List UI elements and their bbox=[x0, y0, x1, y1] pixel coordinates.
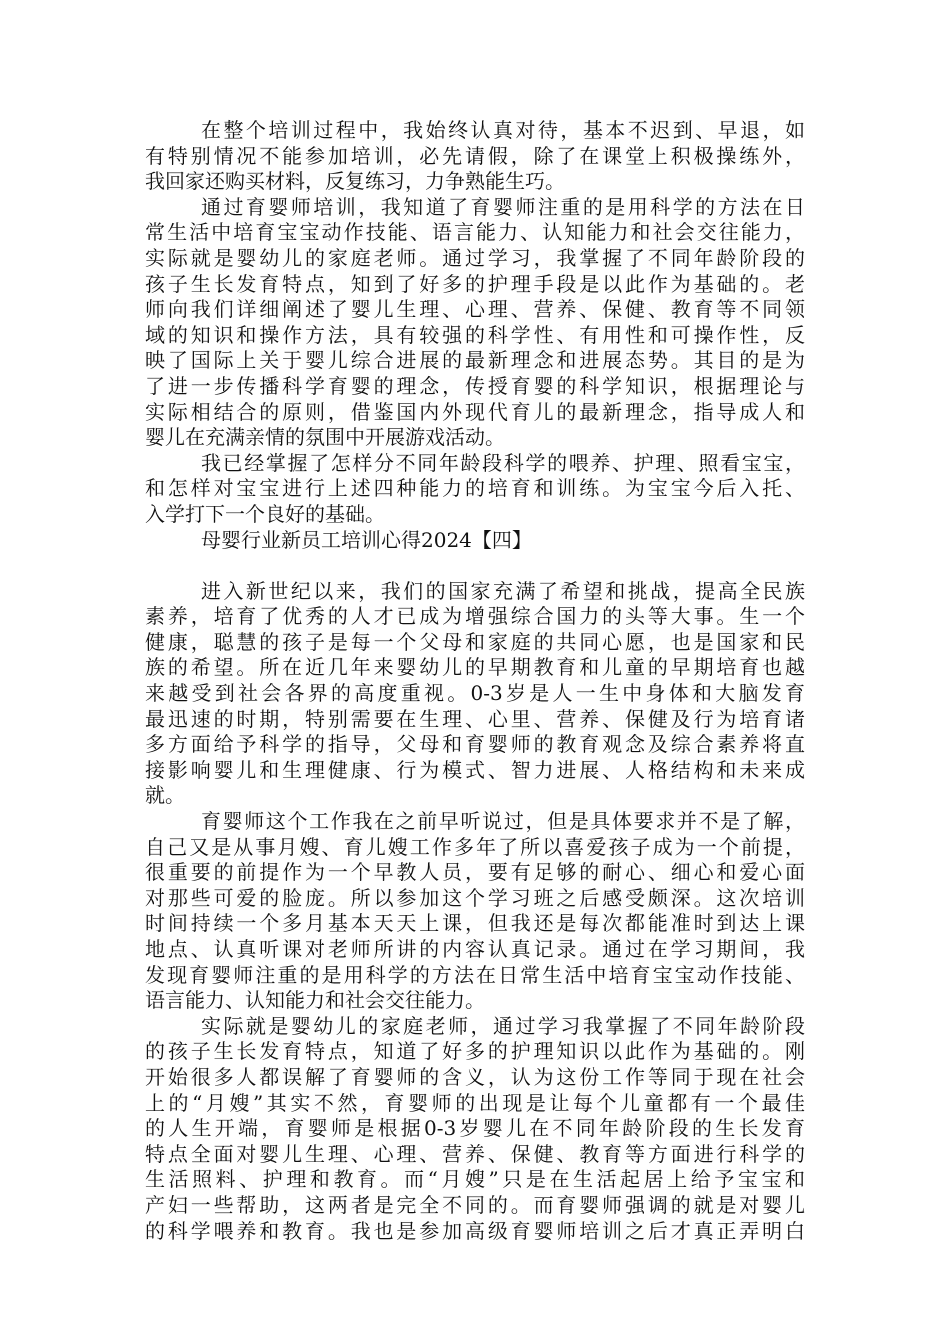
text-line: 了进一步传播科学育婴的理念，传授育婴的科学知识，根据理论与 bbox=[145, 373, 805, 398]
text-line: 自己又是从事月嫂、育儿嫂工作多年了所以喜爱孩子成为一个前提， bbox=[145, 834, 805, 859]
text-line: 地点、认真听课对老师所讲的内容认真记录。通过在学习期间，我 bbox=[145, 937, 805, 961]
text-line: 多方面给予科学的指导，父母和育婴师的教育观念及综合素养将直 bbox=[145, 732, 805, 757]
document-page bbox=[145, 118, 805, 1244]
text-line: 通过育婴师培训，我知道了育婴师注重的是用科学的方法在日 bbox=[201, 194, 805, 219]
text-line: 和怎样对宝宝进行上述四种能力的培育和训练。为宝宝今后入托、 bbox=[145, 476, 805, 501]
paragraph bbox=[145, 809, 805, 1014]
text-line: 婴儿在充满亲情的氛围中开展游戏活动。 bbox=[145, 425, 505, 450]
text-line: 最迅速的时期，特别需要在生理、心里、营养、保健及行为培育诸 bbox=[145, 706, 805, 731]
text-line: 的孩子生长发育特点，知道了好多的护理知识以此作为基础的。刚 bbox=[145, 1039, 805, 1064]
text-line: 族的希望。所在近几年来婴幼儿的早期教育和儿童的早期培育也越 bbox=[145, 655, 805, 680]
paragraph bbox=[145, 451, 805, 528]
text-line: 产妇一些帮助，这两者是完全不同的。而育婴师强调的就是对婴儿 bbox=[145, 1192, 805, 1217]
paragraph bbox=[145, 579, 805, 809]
paragraph bbox=[145, 118, 805, 195]
text-line: 很重要的前提作为一个早教人员，要有足够的耐心、细心和爱心面 bbox=[145, 860, 805, 885]
paragraph bbox=[145, 1014, 805, 1244]
text-line: 映了国际上关于婴儿综合进展的最新理念和进展态势。其目的是为 bbox=[145, 348, 805, 373]
text-line: 师向我们详细阐述了婴儿生理、心理、营养、保健、教育等不同领 bbox=[145, 297, 805, 322]
text-line: 的人生开端，育婴师是根据0-3岁婴儿在不同年龄阶段的生长发育 bbox=[145, 1116, 805, 1141]
text-line: 有特别情况不能参加培训，必先请假，除了在课堂上积极操练外， bbox=[145, 143, 805, 168]
text-line: 就。 bbox=[145, 783, 185, 808]
section-title: 母婴行业新员工培训心得2024【四】 bbox=[201, 527, 532, 552]
text-line: 进入新世纪以来，我们的国家充满了希望和挑战，提高全民族 bbox=[201, 578, 805, 603]
text-line: 实际就是婴幼儿的家庭老师，通过学习我掌握了不同年龄阶段 bbox=[201, 1013, 805, 1038]
text-line: 语言能力、认知能力和社会交往能力。 bbox=[145, 988, 485, 1013]
text-line: 开始很多人都误解了育婴师的含义，认为这份工作等同于现在社会 bbox=[145, 1064, 805, 1089]
text-line: 育婴师这个工作我在之前早听说过，但是具体要求并不是了解， bbox=[201, 809, 805, 834]
text-line: 实际就是婴幼儿的家庭老师。通过学习，我掌握了不同年龄阶段的 bbox=[145, 245, 805, 270]
text-line: 孩子生长发育特点，知到了好多的护理手段是以此作为基础的。老 bbox=[145, 271, 805, 296]
text-line: 在整个培训过程中，我始终认真对待，基本不迟到、早退，如 bbox=[201, 118, 805, 142]
text-line: 实际相结合的原则，借鉴国内外现代育儿的最新理念，指导成人和 bbox=[145, 399, 805, 424]
text-line: 生活照料、护理和教育。而“月嫂”只是在生活起居上给予宝宝和 bbox=[145, 1167, 805, 1192]
text-line: 我已经掌握了怎样分不同年龄段科学的喂养、护理、照看宝宝， bbox=[201, 450, 805, 475]
text-line: 入学打下一个良好的基础。 bbox=[145, 501, 385, 526]
text-line: 我回家还购买材料，反复练习，力争熟能生巧。 bbox=[145, 169, 565, 194]
blank-line bbox=[145, 553, 805, 579]
text-line: 来越受到社会各界的高度重视。0-3岁是人一生中身体和大脑发育 bbox=[145, 681, 805, 706]
text-line: 域的知识和操作方法，具有较强的科学性、有用性和可操作性，反 bbox=[145, 322, 805, 347]
text-line: 特点全面对婴儿生理、心理、营养、保健、教育等方面进行科学的 bbox=[145, 1141, 805, 1166]
text-line: 接影响婴儿和生理健康、行为模式、智力进展、人格结构和未来成 bbox=[145, 757, 805, 782]
text-line: 常生活中培育宝宝动作技能、语言能力、认知能力和社会交往能力， bbox=[145, 220, 805, 245]
text-line: 的科学喂养和教育。我也是参加高级育婴师培训之后才真正弄明白 bbox=[145, 1218, 805, 1243]
paragraph bbox=[145, 195, 805, 451]
text-line: 时间持续一个多月基本天天上课，但我还是每次都能准时到达上课 bbox=[145, 911, 805, 936]
text-line: 素养，培育了优秀的人才已成为增强综合国力的头等大事。生一个 bbox=[145, 604, 805, 629]
text-line: 对那些可爱的脸庞。所以参加这个学习班之后感受颇深。这次培训 bbox=[145, 885, 805, 910]
text-line: 发现育婴师注重的是用科学的方法在日常生活中培育宝宝动作技能、 bbox=[145, 962, 805, 987]
text-line: 健康，聪慧的孩子是每一个父母和家庭的共同心愿，也是国家和民 bbox=[145, 629, 805, 654]
text-line: 上的“月嫂”其实不然，育婴师的出现是让每个儿童都有一个最佳 bbox=[145, 1090, 805, 1115]
